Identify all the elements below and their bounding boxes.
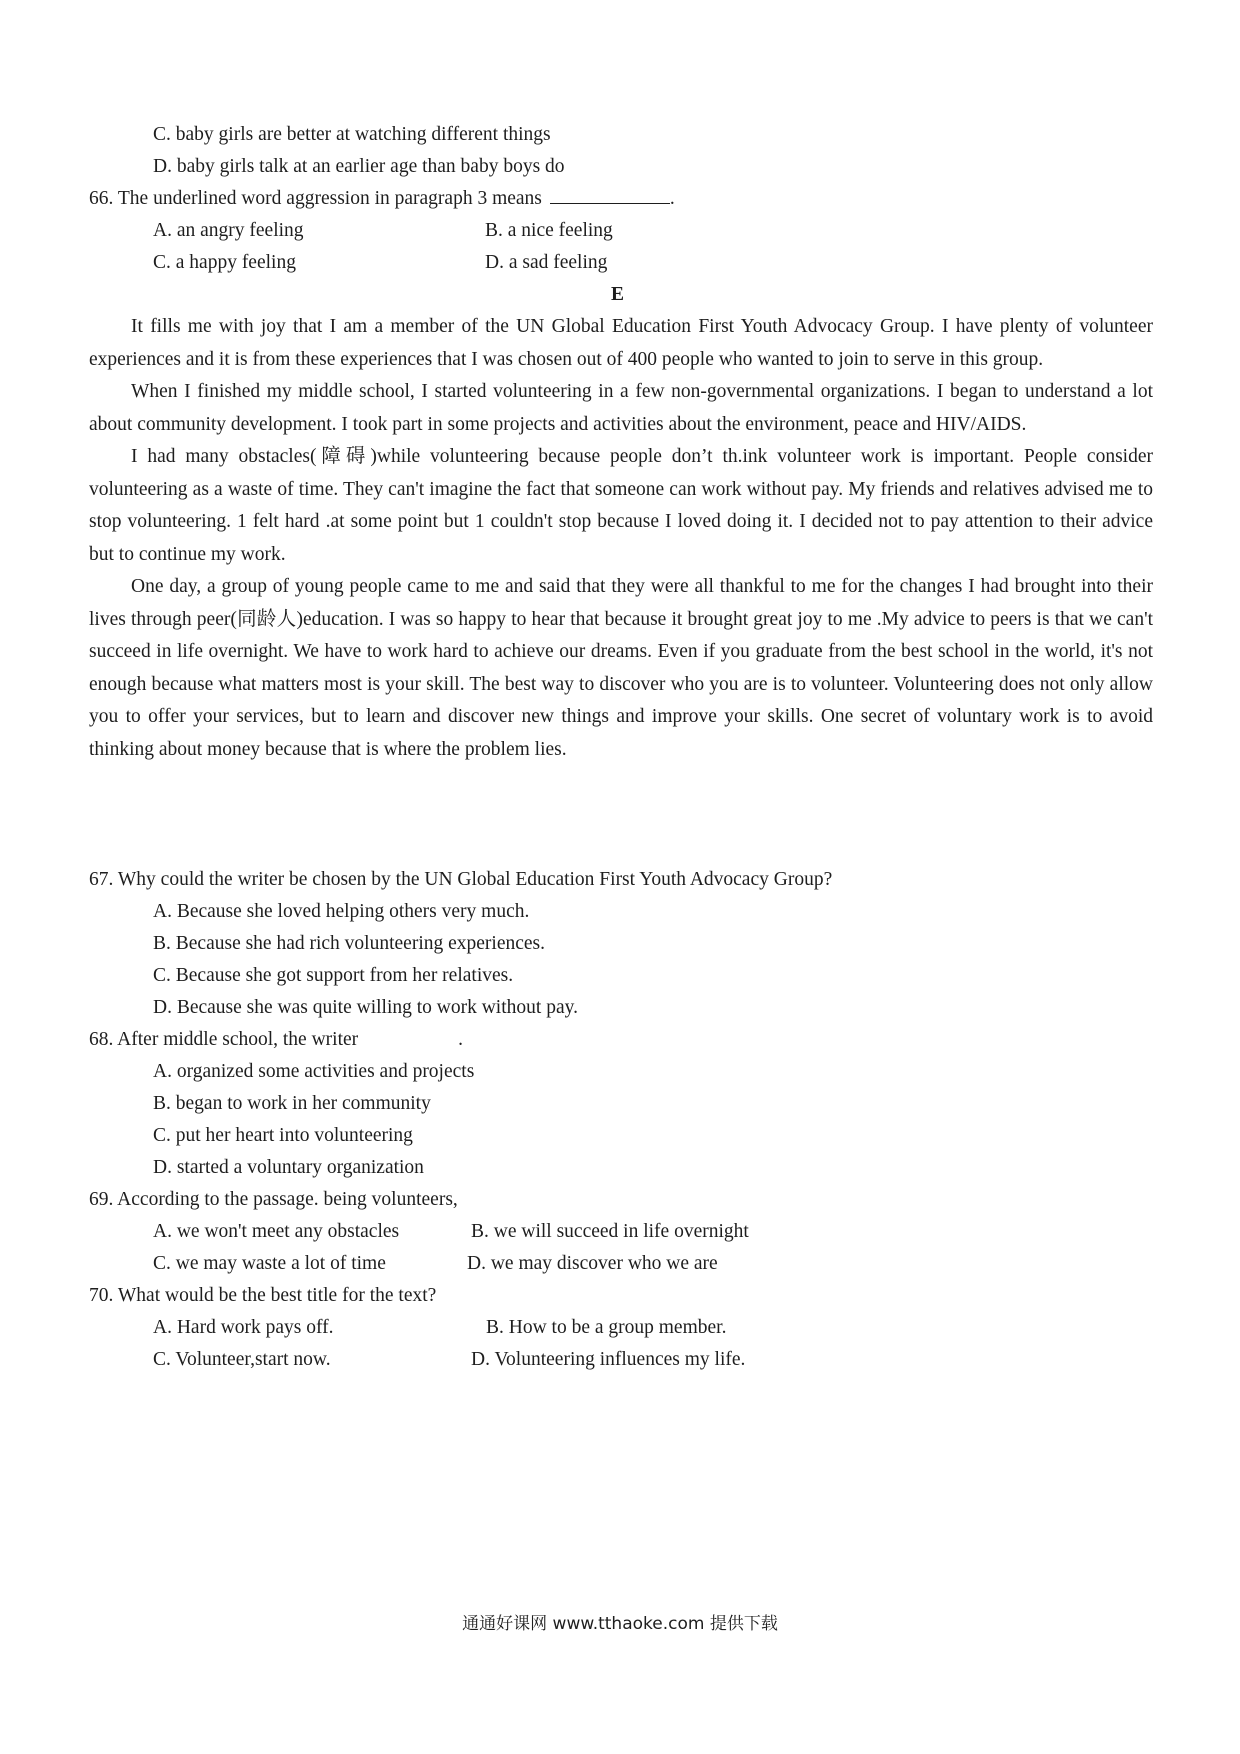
q70-option-b: B. How to be a group member. xyxy=(486,1317,727,1338)
q68-option-d: D. started a voluntary organization xyxy=(153,1157,424,1178)
q70-option-c: C. Volunteer,start now. xyxy=(153,1349,331,1370)
passage-paragraph-4: One day, a group of young people came to me and said that they were all thankful to me for the changes I had brought into their lives through peer(同龄人)education. I was so happy to hear that because it brought great joy to me .My advice to peers is that we can't succeed in life overnight. We have to work hard to achieve our dreams. Even if you graduate from the best school in the world, it's not enough because what matters most is your skill. The best way to discover who you are is to volunteer. Volunteering does not only allow you to offer your services, but to learn and discover new things and improve your skills. One secret of voluntary work is to avoid thinking about money because that is where the problem lies. xyxy=(89,576,1153,760)
q68-option-b: B. began to work in her community xyxy=(153,1093,431,1114)
passage-paragraph-2: When I finished my middle school, I started volunteering in a few non-governmental organizations. I began to understand a lot about community development. I took part in some projects and activities about the environment, peace and HIV/AIDS. xyxy=(89,381,1153,435)
option-c-prev: C. baby girls are better at watching different things xyxy=(153,124,551,145)
page-footer: 通通好课网 www.tthaoke.com 提供下载 xyxy=(462,1614,778,1634)
question-68 xyxy=(89,1024,463,1056)
q69-option-d: D. we may discover who we are xyxy=(467,1253,718,1274)
section-heading: E xyxy=(611,284,625,305)
question-69: 69. According to the passage. being volunteers, xyxy=(89,1189,458,1210)
question-67: 67. Why could the writer be chosen by the UN Global Education First Youth Advocacy Group? xyxy=(89,869,833,890)
passage xyxy=(89,311,1153,766)
question-66-end: . xyxy=(669,188,675,209)
q68-option-a: A. organized some activities and projects xyxy=(153,1061,475,1082)
q69-option-a: A. we won't meet any obstacles xyxy=(153,1221,400,1242)
q68-option-c: C. put her heart into volunteering xyxy=(153,1125,413,1146)
q66-option-c: C. a happy feeling xyxy=(153,252,296,273)
question-70: 70. What would be the best title for the text? xyxy=(89,1285,437,1306)
option-d-prev: D. baby girls talk at an earlier age than baby boys do xyxy=(153,156,565,177)
q67-option-c: C. Because she got support from her relatives. xyxy=(153,965,514,986)
q67-option-b: B. Because she had rich volunteering experiences. xyxy=(153,933,546,954)
question-66 xyxy=(89,183,675,215)
q69-option-c: C. we may waste a lot of time xyxy=(153,1253,386,1274)
q67-option-d: D. Because she was quite willing to work without pay. xyxy=(153,997,578,1018)
passage-paragraph-3: I had many obstacles(障碍)while volunteering because people don’t th.ink volunteer work is important. People consider volunteering as a waste of time. They can't imagine the fact that someone can work without pay. My friends and relatives advised me to stop volunteering. 1 felt hard .at some point but 1 couldn't stop because I loved doing it. I decided not to pay attention to their advice but to continue my work. xyxy=(89,446,1153,565)
passage-paragraph-1: It fills me with joy that I am a member of the UN Global Education First Youth Advocacy Group. I have plenty of volunteer experiences and it is from these experiences that I was chosen out of 400 people who wanted to join to serve in this group. xyxy=(89,316,1153,370)
question-68-end: . xyxy=(458,1029,464,1050)
q66-option-b: B. a nice feeling xyxy=(485,220,613,241)
q69-option-b: B. we will succeed in life overnight xyxy=(471,1221,749,1242)
q70-option-a: A. Hard work pays off. xyxy=(153,1317,334,1338)
q67-option-a: A. Because she loved helping others very much. xyxy=(153,901,530,922)
question-66-stem: 66. The underlined word aggression in paragraph 3 means xyxy=(89,188,542,209)
question-68-stem: 68. After middle school, the writer xyxy=(89,1029,359,1050)
q66-option-d: D. a sad feeling xyxy=(485,252,608,273)
q66-option-a: A. an angry feeling xyxy=(153,220,304,241)
q70-option-d: D. Volunteering influences my life. xyxy=(471,1349,746,1370)
answer-blank xyxy=(550,185,670,204)
